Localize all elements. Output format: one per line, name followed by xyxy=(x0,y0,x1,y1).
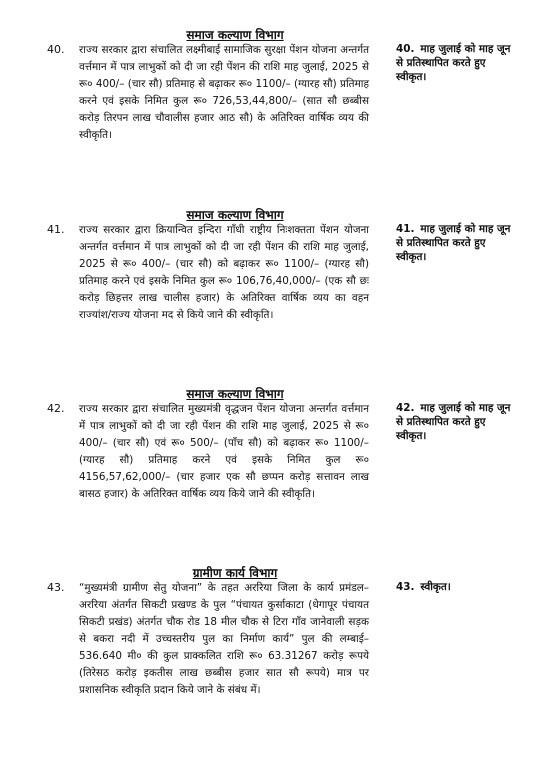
decision-text: स्वीकृत। xyxy=(420,581,451,593)
item-text: राज्य सरकार द्वारा संचालित मुख्यमंत्री वृद्धजन पेंशन योजना अन्तर्गत वर्त्तमान में पात्र लाभुकों को दी जा रही पेंशन की राशि माह जुलाई, 2025 से रू० 400/– (चार सौ) एवं रू० 500/– (पाँच सौ) को बढ़ाकर रू० 1100/– (ग्यारह सौ) प्रतिमाह करने एवं इसके निमित कुल रू० 4156,57,62,000/– (चार हजार एक सौ छप्पन करोड़ सत्तावन लाख बासठ हजार) के अतिरिक्त वार्षिक व्यय किये जाने की स्वीकृति। xyxy=(79,403,369,500)
decision-text: माह जुलाई को माह जून से प्रतिस्थापित करते हुए स्वीकृत। xyxy=(396,223,511,263)
department-heading: समाज कल्याण विभाग xyxy=(186,208,284,222)
department-heading: समाज कल्याण विभाग xyxy=(186,28,284,42)
decision-number: 43. xyxy=(396,581,415,593)
agenda-item xyxy=(0,26,535,196)
decision-cell xyxy=(396,222,516,264)
item-text: “मुख्यमंत्री ग्रामीण सेतु योजना” के तहत अररिया जिला के कार्य प्रमंडल–अररिया अंतर्गत सिकटी प्रखण्ड के पुल “पंचायत कुर्साकाटा (धेगापूर पंचायत सिकटी प्रखंड) अंतर्गत चौक रोड 18 मील चौक से टिरा गाँव जानेवाली सड़क से बकरा नदी में उच्चस्तरीय पुल का निर्माण कार्य” पुल की लम्बाई–536.640 मी० की कुल प्राक्कलित राशि रू० 63.31267 करोड़ रूपये (तिरेसठ करोड़ इकतीस लाख छब्बीस हजार सात सौ रूपये) मात्र पर प्रशासनिक स्वीकृति प्रदान किये जाने के संबंध में। xyxy=(79,582,369,696)
item-text: राज्य सरकार द्वारा संचालित लक्ष्मीबाई सामाजिक सुरक्षा पेंशन योजना अन्तर्गत वर्त्तमान में पात्र लाभुकों को दी जा रही पेंशन की राशि माह जुलाई, 2025 से रू० 400/– (चार सौ) प्रतिमाह से बढ़ाकर रू० 1100/– (ग्यारह सौ) प्रतिमाह करने एवं इसके निमित कुल रू० 726,53,44,800/– (सात सौ छब्बीस करोड़ तिरपन लाख चौवालीस हजार आठ सौ) के अतिरिक्त वार्षिक व्यय की स्वीकृति। xyxy=(79,44,369,141)
decision-cell xyxy=(396,580,516,594)
item-number: 43. xyxy=(47,581,65,594)
decision-text: माह जुलाई को माह जून से प्रतिस्थापित करते हुए स्वीकृत। xyxy=(396,43,511,83)
decision-number: 40. xyxy=(396,43,415,55)
agenda-item xyxy=(0,564,535,769)
decision-number: 41. xyxy=(396,223,415,235)
decision-cell xyxy=(396,42,516,84)
item-number: 40. xyxy=(47,43,65,56)
agenda-item xyxy=(0,385,535,555)
department-heading: ग्रामीण कार्य विभाग xyxy=(192,566,278,580)
department-heading: समाज कल्याण विभाग xyxy=(186,387,284,401)
item-text: राज्य सरकार द्वारा क्रियान्वित इन्दिरा गाँधी राष्ट्रीय निःशक्तता पेंशन योजना अन्तर्गत वर्त्तमान में पात्र लाभुकों को दी जा रही पेंशन की राशि माह जुलाई, 2025 से रू० 400/– (चार सौ) को बढ़ाकर रू० 1100/– (ग्यारह सौ) प्रतिमाह करने एवं इसके निमित कुल रू० 106,76,40,000/– (एक सौ छः करोड़ छिहत्तर लाख चालीस हजार) के अतिरिक्त वार्षिक व्यय का वहन राज्यांश/राज्य योजना मद से किये जाने की स्वीकृति। xyxy=(79,224,369,321)
decision-number: 42. xyxy=(396,402,415,414)
item-number: 42. xyxy=(47,402,65,415)
item-number: 41. xyxy=(47,223,65,236)
decision-cell xyxy=(396,401,516,443)
agenda-item xyxy=(0,206,535,376)
decision-text: माह जुलाई को माह जून से प्रतिस्थापित करते हुए स्वीकृत। xyxy=(396,402,511,442)
